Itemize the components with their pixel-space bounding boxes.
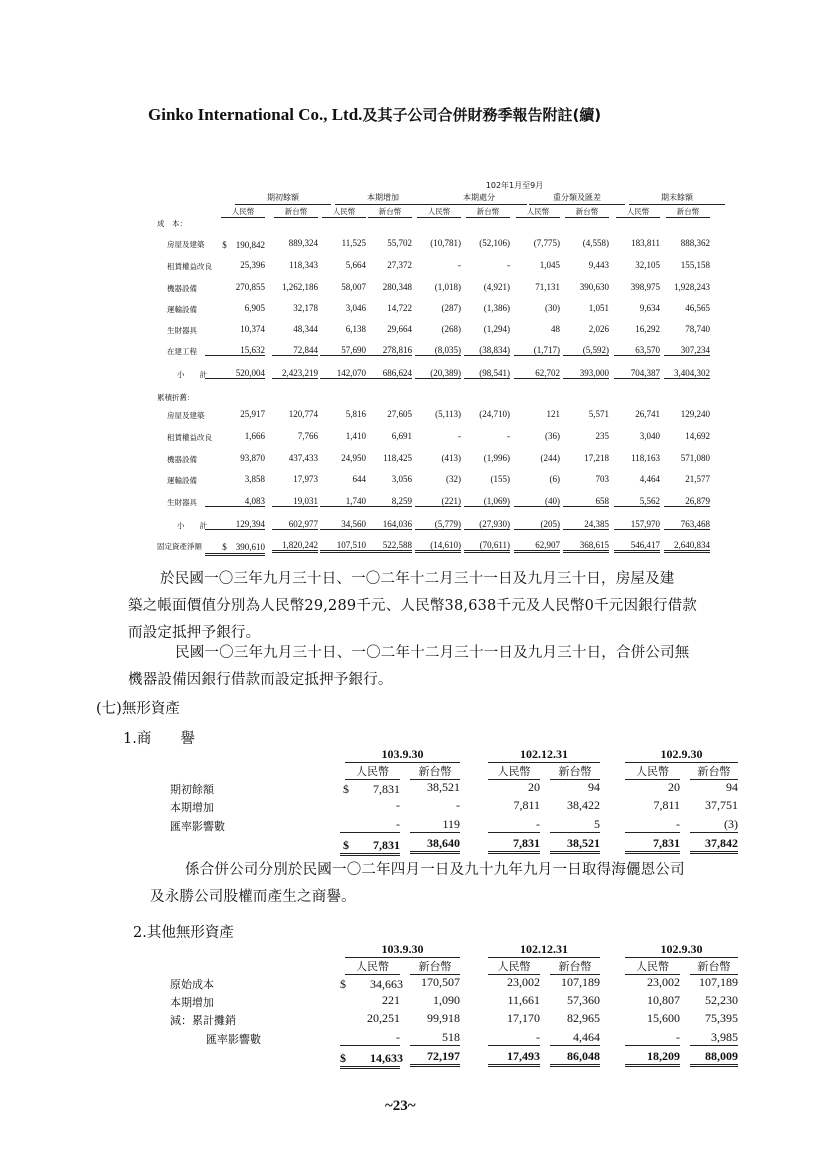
currency-header: 人民幣 — [417, 206, 461, 218]
table-cell: 86,048 — [550, 1049, 600, 1067]
row-label: 房屋及建築 — [167, 411, 205, 420]
table-cell: 118,425 — [383, 453, 412, 463]
table-cell: 26,879 — [664, 496, 710, 507]
table-cell: $ 34,663 — [340, 977, 404, 991]
currency-header: 人民幣 — [345, 958, 400, 975]
table-cell: 280,348 — [382, 282, 412, 292]
row-label: 租賃權益改良 — [167, 433, 212, 442]
table-cell: 5,664 — [345, 260, 366, 270]
currency-header: 人民幣 — [488, 763, 540, 780]
table-cell: 34,560 — [320, 519, 366, 530]
table-cell: (20,389) — [415, 368, 461, 379]
table-cell: 7,811 — [653, 798, 680, 812]
section-heading: (七)無形資產 — [96, 701, 180, 717]
table-cell: 4,464 — [550, 1030, 600, 1046]
table-cell: 57,360 — [567, 993, 600, 1007]
table-cell: 118,163 — [631, 453, 660, 463]
table-cell: (6) — [549, 474, 560, 484]
row-label: 運輸設備 — [167, 476, 197, 485]
table-cell: $ 190,842 — [222, 240, 265, 250]
table-cell: (413) — [441, 453, 461, 463]
page-number: ~23~ — [385, 1098, 416, 1114]
table-cell: 82,965 — [567, 1011, 600, 1025]
table-cell: 24,385 — [563, 519, 609, 530]
table-cell: (40) — [514, 496, 560, 507]
row-label: 生財器具 — [167, 498, 197, 507]
row-label: 減：累計攤銷 — [170, 1014, 236, 1027]
table-cell: (10,781) — [430, 238, 461, 248]
table-cell: (287) — [441, 303, 461, 313]
row-label: 本期增加 — [170, 996, 214, 1009]
subsection-heading: 1.商 譽 — [123, 731, 195, 747]
table-cell: 27,605 — [387, 409, 412, 419]
currency-header: 人民幣 — [488, 958, 540, 975]
table-cell: 221 — [382, 993, 400, 1007]
table-cell: 29,664 — [387, 324, 412, 334]
row-label: 原始成本 — [170, 978, 214, 991]
table-cell: 63,570 — [614, 345, 660, 356]
table-cell: 52,230 — [705, 993, 738, 1007]
currency-header: 新台幣 — [368, 206, 412, 218]
table-cell: 1,666 — [244, 431, 265, 441]
table-cell: (244) — [540, 453, 560, 463]
table-cell: 20,251 — [367, 1011, 400, 1025]
table-cell: 15,632 — [205, 345, 265, 356]
table-cell: 48,344 — [293, 324, 318, 334]
table-cell: 25,917 — [240, 409, 265, 419]
row-label: 匯率影響數 — [170, 820, 225, 833]
row-label: 機器設備 — [167, 284, 197, 293]
table-cell: 7,831 — [625, 836, 680, 854]
table-cell: 1,090 — [433, 993, 460, 1007]
table-cell: (32) — [446, 474, 461, 484]
date-header: 102.9.30 — [625, 747, 738, 763]
table-cell: - — [625, 1030, 680, 1046]
table-cell: 37,751 — [705, 798, 738, 812]
table-cell: 38,422 — [567, 798, 600, 812]
table-cell: 120,774 — [288, 409, 318, 419]
table-cell: (1,294) — [483, 324, 510, 334]
table-cell: - — [340, 817, 400, 833]
table-cell: 72,197 — [410, 1049, 460, 1067]
period-header: 102年1月至9月 — [485, 181, 544, 190]
table-cell: 1,928,243 — [674, 282, 710, 292]
table-cell: - — [625, 817, 680, 833]
table-cell: 94 — [588, 780, 600, 794]
table-cell: 24,950 — [341, 453, 366, 463]
table-cell: 9,634 — [639, 303, 660, 313]
table-cell: $ 14,633 — [340, 1049, 400, 1069]
table-cell: 270,855 — [235, 282, 265, 292]
table-cell: (4,921) — [483, 282, 510, 292]
table-cell: (7,775) — [533, 238, 560, 248]
table-cell: 107,510 — [320, 540, 366, 553]
table-cell: 37,842 — [690, 836, 738, 854]
title-en: Ginko International Co., Ltd. — [148, 105, 363, 124]
table-cell: 686,624 — [366, 368, 412, 379]
table-cell: 1,410 — [345, 431, 366, 441]
table-cell: 7,831 — [488, 836, 540, 854]
table-cell: 6,905 — [244, 303, 265, 313]
table-cell: 17,170 — [507, 1011, 540, 1025]
table-cell: 1,045 — [539, 260, 560, 270]
column-group-header: 本期處分 — [431, 192, 527, 205]
table-cell: 23,002 — [507, 975, 540, 989]
table-cell: 72,844 — [272, 345, 318, 356]
currency-header: 新台幣 — [274, 206, 318, 218]
column-group-header: 本期增加 — [335, 192, 431, 205]
table-cell: 546,417 — [614, 540, 660, 553]
table-cell: 3,858 — [244, 474, 265, 484]
table-cell: $ 7,831 — [342, 782, 400, 796]
table-cell: 18,209 — [625, 1049, 680, 1067]
table-cell: (36) — [545, 431, 560, 441]
table-cell: (1,018) — [434, 282, 461, 292]
table-cell: (52,106) — [479, 238, 510, 248]
currency-header: 新台幣 — [410, 958, 460, 975]
table-cell: 5,562 — [614, 496, 660, 507]
table-cell: 644 — [352, 474, 366, 484]
table-cell: (70,611) — [464, 540, 510, 553]
table-cell: (1,069) — [464, 496, 510, 507]
section-label-cost: 成 本： — [157, 219, 187, 228]
table-cell: 155,158 — [680, 260, 710, 270]
table-cell: 21,577 — [685, 474, 710, 484]
table-cell: 368,615 — [563, 540, 609, 553]
table-cell: 107,189 — [561, 975, 600, 989]
table-cell: 1,051 — [588, 303, 609, 313]
table-cell: (38,834) — [464, 345, 510, 356]
table-cell: 703 — [595, 474, 609, 484]
row-label: 生財器具 — [167, 326, 197, 335]
subsection-heading: 2.其他無形資產 — [133, 925, 234, 941]
table-cell: 235 — [595, 431, 609, 441]
table-cell: 889,324 — [288, 238, 318, 248]
currency-header: 人民幣 — [516, 206, 560, 218]
column-group-header: 期末餘額 — [629, 192, 725, 205]
paragraph-line: 及永勝公司股權而產生之商譽。 — [150, 889, 356, 905]
table-cell: - — [456, 798, 460, 812]
table-cell: (3) — [690, 817, 738, 833]
table-cell: 27,372 — [387, 260, 412, 270]
table-cell: 658 — [563, 496, 609, 507]
row-label: 在建工程 — [167, 347, 197, 356]
table-cell: 129,240 — [680, 409, 710, 419]
table-cell: 78,740 — [685, 324, 710, 334]
table-cell: 38,640 — [410, 836, 460, 854]
paragraph-line: 於民國一〇三年九月三十日、一〇二年十二月三十一日及九月三十日，房屋及建 — [160, 571, 675, 587]
table-cell: 6,138 — [345, 324, 366, 334]
table-cell: 11,661 — [507, 993, 540, 1007]
table-cell: 32,178 — [293, 303, 318, 313]
currency-header: 人民幣 — [616, 206, 660, 218]
currency-header: 新台幣 — [550, 763, 600, 780]
table-cell: 6,691 — [391, 431, 412, 441]
table-cell: 157,970 — [614, 519, 660, 530]
table-cell: (24,710) — [479, 409, 510, 419]
table-cell: 46,565 — [685, 303, 710, 313]
table-cell: - — [507, 260, 510, 270]
table-cell: (221) — [415, 496, 461, 507]
table-cell: 390,630 — [579, 282, 609, 292]
table-cell: 99,918 — [427, 1011, 460, 1025]
row-label: 期初餘額 — [170, 783, 214, 796]
table-cell: 398,975 — [630, 282, 660, 292]
table-cell: 107,189 — [699, 975, 738, 989]
table-cell: (30) — [545, 303, 560, 313]
table-cell: 518 — [410, 1030, 460, 1046]
table-cell: 119 — [410, 817, 460, 833]
table-cell: 3,046 — [345, 303, 366, 313]
paragraph-line: 而設定抵押予銀行。 — [128, 625, 261, 641]
table-cell: 520,004 — [205, 368, 265, 379]
table-cell: 118,343 — [289, 260, 318, 270]
table-cell: - — [458, 431, 461, 441]
table-cell: 26,741 — [635, 409, 660, 419]
table-cell: 25,396 — [240, 260, 265, 270]
table-cell: 62,907 — [514, 540, 560, 553]
table-cell: 9,443 — [588, 260, 609, 270]
currency-header: 新台幣 — [690, 958, 738, 975]
table-cell: 15,600 — [647, 1011, 680, 1025]
table-cell: 1,820,242 — [272, 540, 318, 553]
page-title — [148, 104, 601, 125]
table-cell: 88,009 — [690, 1049, 738, 1067]
table-cell: 7,766 — [297, 431, 318, 441]
row-label: 房屋及建築 — [167, 240, 205, 249]
currency-header: 新台幣 — [690, 763, 738, 780]
currency-header: 人民幣 — [322, 206, 366, 218]
table-cell: 888,362 — [680, 238, 710, 248]
table-cell: 278,816 — [366, 345, 412, 356]
table-cell: $ 7,831 — [340, 836, 400, 856]
table-cell: 14,722 — [387, 303, 412, 313]
column-group-header: 重分類及匯差 — [529, 192, 625, 205]
table-cell: (155) — [490, 474, 510, 484]
table-cell: 48 — [551, 324, 560, 334]
row-label: 運輸設備 — [167, 305, 197, 314]
table-cell: 704,387 — [614, 368, 660, 379]
table-cell: 11,525 — [341, 238, 366, 248]
paragraph-line: 民國一〇三年九月三十日、一〇二年十二月三十一日及九月三十日，合併公司無 — [175, 645, 690, 661]
date-header: 103.9.30 — [345, 747, 460, 763]
table-cell: 10,807 — [647, 993, 680, 1007]
table-cell: 121 — [546, 409, 560, 419]
currency-header: 人民幣 — [221, 206, 265, 218]
table-cell: 38,521 — [550, 836, 600, 854]
table-cell: 3,404,302 — [664, 368, 710, 379]
table-cell: 571,080 — [680, 453, 710, 463]
table-cell: 32,105 — [635, 260, 660, 270]
currency-header: 新台幣 — [666, 206, 710, 218]
table-cell: 3,985 — [690, 1030, 738, 1046]
table-cell: 8,259 — [366, 496, 412, 507]
table-cell: 14,692 — [685, 431, 710, 441]
table-cell: 2,640,834 — [664, 540, 710, 553]
date-header: 103.9.30 — [345, 942, 460, 958]
row-label: 小 計 — [177, 370, 207, 379]
table-cell: 57,690 — [320, 345, 366, 356]
table-cell: (268) — [441, 324, 461, 334]
currency-header: 人民幣 — [625, 763, 680, 780]
table-cell: 522,588 — [366, 540, 412, 553]
table-cell: 10,374 — [240, 324, 265, 334]
date-header: 102.9.30 — [625, 942, 738, 958]
table-cell: (27,930) — [464, 519, 510, 530]
table-cell: 170,507 — [421, 975, 460, 989]
table-cell: 307,234 — [664, 345, 710, 356]
table-cell: - — [396, 798, 400, 812]
table-cell: - — [340, 1030, 400, 1046]
table-cell: 94 — [726, 780, 738, 794]
table-cell: 16,292 — [635, 324, 660, 334]
table-cell: 17,973 — [293, 474, 318, 484]
table-cell: (1,996) — [483, 453, 510, 463]
currency-header: 人民幣 — [345, 763, 400, 780]
table-cell: 1,740 — [320, 496, 366, 507]
table-cell: - — [488, 1030, 540, 1046]
paragraph-line: 機器設備因銀行借款而設定抵押予銀行。 — [128, 672, 393, 688]
table-cell: 3,040 — [639, 431, 660, 441]
paragraph-line: 係合併公司分別於民國一〇二年四月一日及九十九年九月一日取得海儷恩公司 — [185, 862, 685, 878]
table-cell: - — [488, 817, 540, 833]
table-cell: 4,464 — [639, 474, 660, 484]
table-cell: (98,541) — [464, 368, 510, 379]
table-cell: 93,870 — [240, 453, 265, 463]
table-cell: 4,083 — [205, 496, 265, 507]
table-cell: 55,702 — [387, 238, 412, 248]
table-cell: 7,811 — [513, 798, 540, 812]
row-label: 租賃權益改良 — [167, 262, 212, 271]
table-cell: 20 — [668, 780, 680, 794]
currency-header: 人民幣 — [625, 958, 680, 975]
paragraph-line: 築之帳面價值分別為人民幣29,289千元、人民幣38,638千元及人民幣0千元因銀行借款 — [128, 598, 697, 614]
row-label: 本期增加 — [170, 801, 214, 814]
table-cell: 437,433 — [288, 453, 318, 463]
table-cell: (5,779) — [415, 519, 461, 530]
row-label: 匯率影響數 — [206, 1033, 261, 1046]
table-cell: (5,592) — [563, 345, 609, 356]
table-cell: 763,468 — [664, 519, 710, 530]
column-group-header: 期初餘額 — [235, 192, 331, 205]
table-cell: 164,036 — [366, 519, 412, 530]
table-cell: 17,493 — [488, 1049, 540, 1067]
table-cell: 1,262,186 — [282, 282, 318, 292]
table-cell: (8,035) — [415, 345, 461, 356]
table-cell: (1,386) — [483, 303, 510, 313]
row-label: 固定資產淨額 — [157, 542, 202, 551]
date-header: 102.12.31 — [488, 747, 600, 763]
table-cell: 5,571 — [588, 409, 609, 419]
section-label-depreciation: 累積折舊： — [157, 393, 195, 402]
table-cell: - — [458, 260, 461, 270]
table-cell: (4,558) — [582, 238, 609, 248]
table-cell: 23,002 — [647, 975, 680, 989]
table-cell: 5 — [550, 817, 600, 833]
row-label: 機器設備 — [167, 455, 197, 464]
currency-header: 新台幣 — [550, 958, 600, 975]
currency-header: 新台幣 — [565, 206, 609, 218]
table-cell: 20 — [528, 780, 540, 794]
table-cell: (205) — [514, 519, 560, 530]
table-cell: 17,218 — [584, 453, 609, 463]
table-cell: 5,816 — [345, 409, 366, 419]
table-cell: 58,007 — [341, 282, 366, 292]
table-cell: 602,977 — [272, 519, 318, 530]
table-cell: 2,423,219 — [272, 368, 318, 379]
row-label: 小 計 — [177, 521, 207, 530]
table-cell: 19,031 — [272, 496, 318, 507]
table-cell: 129,394 — [205, 519, 265, 530]
table-cell: 62,702 — [514, 368, 560, 379]
table-cell: (1,717) — [514, 345, 560, 356]
table-cell: 183,811 — [631, 238, 660, 248]
table-cell: - — [507, 431, 510, 441]
table-cell: 3,056 — [391, 474, 412, 484]
table-cell: (14,610) — [415, 540, 461, 553]
table-cell: 71,131 — [535, 282, 560, 292]
table-cell: 75,395 — [705, 1011, 738, 1025]
table-cell: (5,113) — [435, 409, 461, 419]
table-cell: 2,026 — [588, 324, 609, 334]
currency-header: 新台幣 — [466, 206, 510, 218]
currency-header: 新台幣 — [410, 763, 460, 780]
table-cell: 38,521 — [427, 780, 460, 794]
table-cell: 393,000 — [563, 368, 609, 379]
table-cell: 142,070 — [320, 368, 366, 379]
date-header: 102.12.31 — [488, 942, 600, 958]
table-cell: $ 390,610 — [205, 540, 265, 556]
title-zh: 及其子公司合併財務季報告附註(續) — [362, 106, 602, 124]
